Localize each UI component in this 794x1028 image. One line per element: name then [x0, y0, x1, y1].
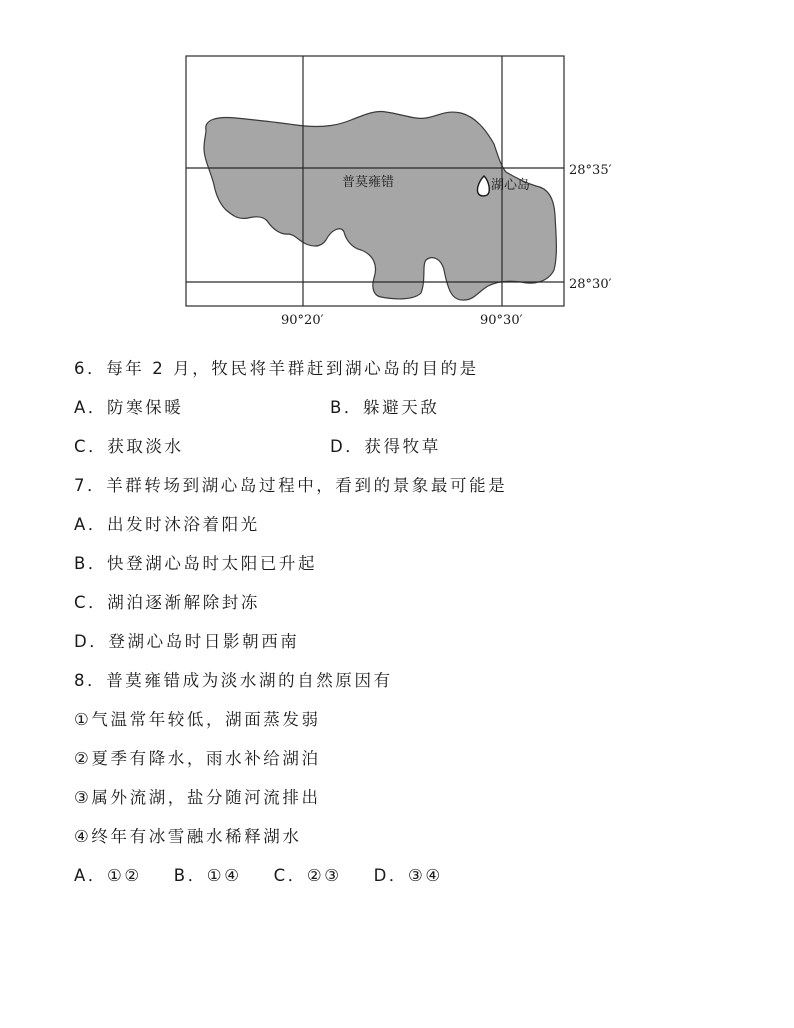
q7-option-b: B．快登湖心岛时太阳已升起: [74, 554, 318, 573]
lake-label: 普莫雍错: [342, 175, 395, 190]
q8-options: [74, 866, 475, 886]
q6-stem: 6．每年 2 月，牧民将羊群赶到湖心岛的目的是: [74, 359, 479, 378]
q8-stem: 8．普莫雍错成为淡水湖的自然原因有: [74, 671, 393, 690]
lon-label-west: 90°20′: [281, 313, 324, 328]
q7-option-d: D．登湖心岛时日影朝西南: [74, 632, 300, 651]
lat-label-north: 28°35′: [569, 163, 612, 178]
q8-statement-4: ④终年有冰雪融水稀释湖水: [74, 827, 302, 846]
q6-option-c: C．获取淡水: [74, 437, 184, 456]
island-label: 湖心岛: [491, 178, 531, 193]
lake-map: [176, 50, 616, 330]
q8-option-a: A．①②: [74, 866, 142, 885]
q8-option-c: C．②③: [273, 866, 342, 885]
q8-option-b: B．①④: [173, 866, 242, 885]
lon-label-east: 90°30′: [480, 313, 523, 328]
q6-option-a: A．防寒保暖: [74, 398, 184, 417]
q8-statement-1: ①气温常年较低，湖面蒸发弱: [74, 710, 321, 729]
q8-statement-3: ③属外流湖，盐分随河流排出: [74, 788, 321, 807]
q8-option-d: D．③④: [373, 866, 443, 885]
q7-option-a: A．出发时沐浴着阳光: [74, 515, 260, 534]
q8-statement-2: ②夏季有降水，雨水补给湖泊: [74, 749, 321, 768]
q6-option-b: B．躲避天敌: [330, 398, 440, 417]
q7-option-c: C．湖泊逐渐解除封冻: [74, 593, 261, 612]
lat-label-south: 28°30′: [569, 277, 612, 292]
q6-option-d: D．获得牧草: [330, 437, 441, 456]
q7-stem: 7．羊群转场到湖心岛过程中，看到的景象最可能是: [74, 476, 508, 495]
